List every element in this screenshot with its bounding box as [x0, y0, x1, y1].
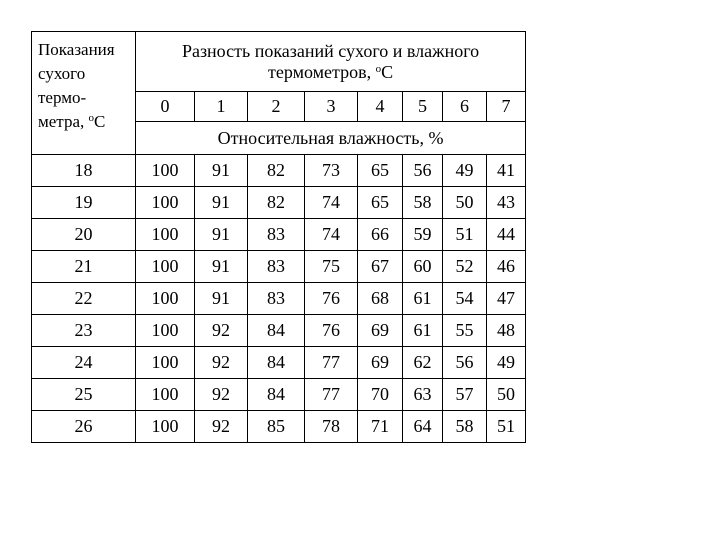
difference-col-2: 2 — [248, 92, 305, 122]
dry-header-line-3: термо- — [38, 88, 87, 107]
table-row — [32, 219, 526, 251]
dry-temp-cell: 18 — [32, 155, 136, 187]
humidity-cell: 65 — [358, 155, 403, 187]
dry-temp-cell: 20 — [32, 219, 136, 251]
difference-col-3: 3 — [305, 92, 358, 122]
dry-temp-cell: 23 — [32, 315, 136, 347]
humidity-cell: 68 — [358, 283, 403, 315]
humidity-cell: 77 — [305, 379, 358, 411]
humidity-cell: 43 — [487, 187, 526, 219]
humidity-cell: 67 — [358, 251, 403, 283]
humidity-cell: 69 — [358, 347, 403, 379]
table-row — [32, 315, 526, 347]
humidity-cell: 49 — [487, 347, 526, 379]
humidity-cell: 73 — [305, 155, 358, 187]
humidity-cell: 91 — [195, 251, 248, 283]
difference-header — [136, 32, 526, 92]
humidity-cell: 83 — [248, 219, 305, 251]
humidity-cell: 70 — [358, 379, 403, 411]
dry-temp-cell: 19 — [32, 187, 136, 219]
humidity-cell: 54 — [443, 283, 487, 315]
humidity-cell: 57 — [443, 379, 487, 411]
difference-header-line-2-text: термометров, — [267, 61, 376, 82]
dry-header-line-4-text: метра, — [38, 112, 89, 131]
header-row-title — [32, 32, 526, 92]
table-row — [32, 347, 526, 379]
dry-thermometer-header — [32, 32, 136, 155]
difference-col-6: 6 — [443, 92, 487, 122]
humidity-cell: 91 — [195, 187, 248, 219]
difference-col-7: 7 — [487, 92, 526, 122]
table-row — [32, 411, 526, 443]
humidity-cell: 91 — [195, 155, 248, 187]
dry-temp-cell: 25 — [32, 379, 136, 411]
humidity-cell: 48 — [487, 315, 526, 347]
difference-col-5: 5 — [403, 92, 443, 122]
dry-header-unit: C — [94, 112, 106, 131]
humidity-cell: 84 — [248, 315, 305, 347]
dry-header-line-4 — [38, 110, 131, 134]
humidity-cell: 65 — [358, 187, 403, 219]
humidity-cell: 92 — [195, 411, 248, 443]
humidity-cell: 83 — [248, 283, 305, 315]
dry-header-line-2: сухого — [38, 64, 86, 83]
humidity-cell: 91 — [195, 283, 248, 315]
humidity-cell: 100 — [136, 411, 195, 443]
humidity-cell: 59 — [403, 219, 443, 251]
humidity-cell: 64 — [403, 411, 443, 443]
humidity-cell: 71 — [358, 411, 403, 443]
dry-temp-cell: 22 — [32, 283, 136, 315]
difference-col-1: 1 — [195, 92, 248, 122]
table-row — [32, 155, 526, 187]
table-row — [32, 283, 526, 315]
humidity-cell: 74 — [305, 187, 358, 219]
difference-header-line-1: Разность показаний сухого и влажного — [181, 40, 480, 61]
humidity-cell: 100 — [136, 187, 195, 219]
humidity-cell: 100 — [136, 315, 195, 347]
table-row — [32, 187, 526, 219]
humidity-cell: 100 — [136, 347, 195, 379]
humidity-cell: 69 — [358, 315, 403, 347]
difference-col-4: 4 — [358, 92, 403, 122]
humidity-cell: 50 — [487, 379, 526, 411]
humidity-cell: 83 — [248, 251, 305, 283]
difference-col-0: 0 — [136, 92, 195, 122]
humidity-cell: 56 — [403, 155, 443, 187]
humidity-cell: 76 — [305, 283, 358, 315]
difference-header-line-2 — [136, 62, 525, 83]
humidity-cell: 51 — [487, 411, 526, 443]
humidity-cell: 82 — [248, 155, 305, 187]
humidity-cell: 92 — [195, 315, 248, 347]
humidity-cell: 61 — [403, 283, 443, 315]
humidity-cell: 46 — [487, 251, 526, 283]
humidity-cell: 77 — [305, 347, 358, 379]
psychrometric-table — [31, 31, 526, 443]
humidity-cell: 92 — [195, 379, 248, 411]
dry-temp-cell: 24 — [32, 347, 136, 379]
humidity-cell: 85 — [248, 411, 305, 443]
humidity-label: Относительная влажность, % — [136, 122, 526, 155]
humidity-cell: 62 — [403, 347, 443, 379]
difference-header-unit: C — [381, 61, 394, 82]
humidity-cell: 92 — [195, 347, 248, 379]
humidity-cell: 78 — [305, 411, 358, 443]
humidity-cell: 100 — [136, 379, 195, 411]
table-row — [32, 251, 526, 283]
humidity-cell: 100 — [136, 219, 195, 251]
humidity-cell: 84 — [248, 347, 305, 379]
humidity-cell: 51 — [443, 219, 487, 251]
table-row — [32, 379, 526, 411]
humidity-cell: 60 — [403, 251, 443, 283]
humidity-cell: 82 — [248, 187, 305, 219]
humidity-cell: 58 — [443, 411, 487, 443]
humidity-cell: 63 — [403, 379, 443, 411]
dry-header-line-1: Показания — [38, 40, 115, 59]
humidity-cell: 100 — [136, 251, 195, 283]
humidity-cell: 61 — [403, 315, 443, 347]
humidity-cell: 75 — [305, 251, 358, 283]
humidity-cell: 44 — [487, 219, 526, 251]
humidity-cell: 58 — [403, 187, 443, 219]
humidity-cell: 41 — [487, 155, 526, 187]
humidity-cell: 100 — [136, 283, 195, 315]
humidity-cell: 100 — [136, 155, 195, 187]
humidity-cell: 76 — [305, 315, 358, 347]
dry-header-degree-mark: o — [88, 112, 94, 124]
dry-temp-cell: 26 — [32, 411, 136, 443]
humidity-cell: 47 — [487, 283, 526, 315]
humidity-cell: 49 — [443, 155, 487, 187]
difference-header-degree-mark: o — [375, 62, 382, 75]
humidity-cell: 56 — [443, 347, 487, 379]
dry-temp-cell: 21 — [32, 251, 136, 283]
humidity-cell: 74 — [305, 219, 358, 251]
humidity-cell: 50 — [443, 187, 487, 219]
humidity-cell: 52 — [443, 251, 487, 283]
humidity-cell: 55 — [443, 315, 487, 347]
humidity-cell: 91 — [195, 219, 248, 251]
table-body — [32, 32, 526, 443]
humidity-cell: 84 — [248, 379, 305, 411]
humidity-cell: 66 — [358, 219, 403, 251]
